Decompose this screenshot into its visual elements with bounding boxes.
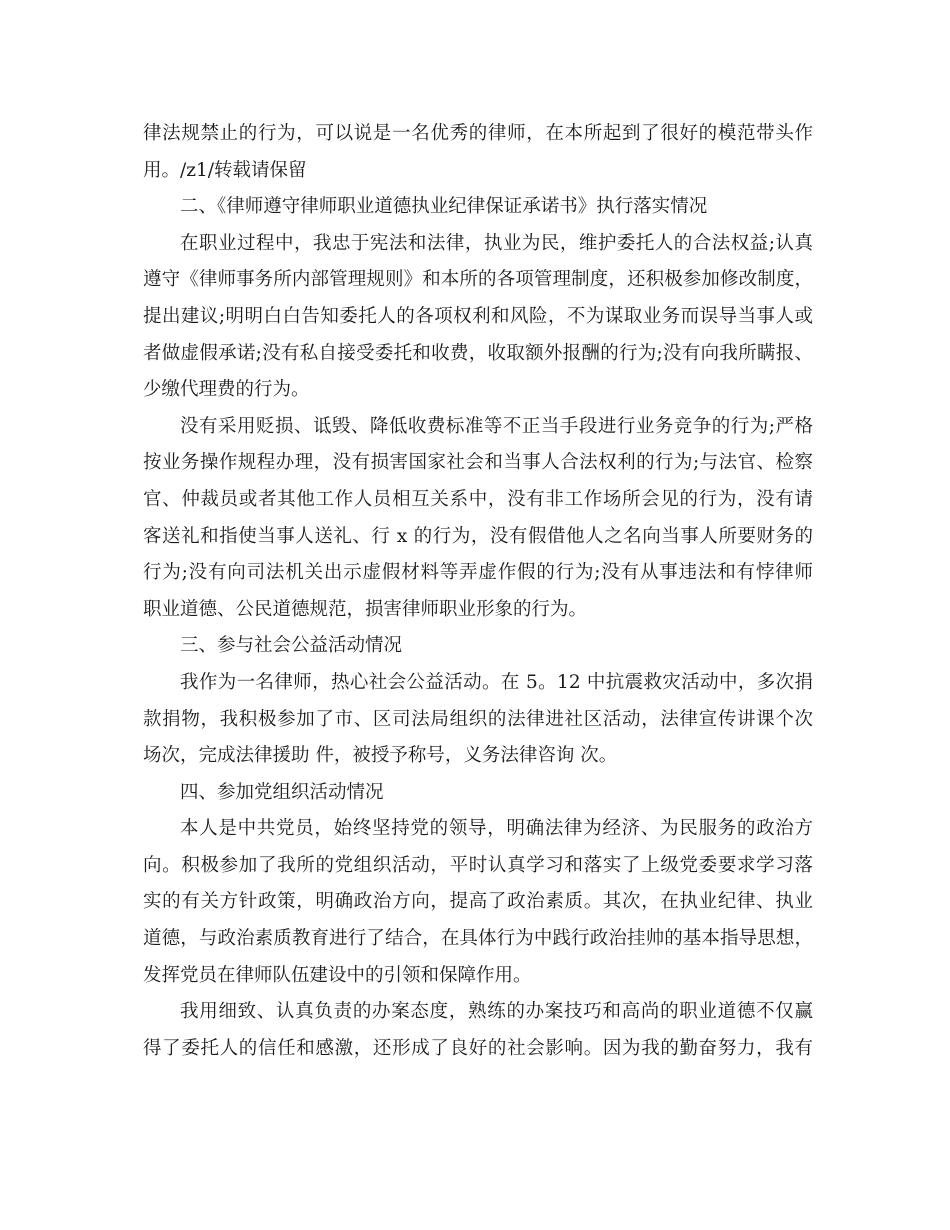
text-line: 提出建议;明明白白告知委托人的各项权利和风险，不为谋取业务而误导当事人或 [143,305,813,327]
text-line: 遵守《律师事务所内部管理规则》和本所的各项管理制度，还积极参加修改制度， [143,269,813,291]
text-line: 少缴代理费的行为。 [143,379,310,401]
text-line: 我用细致、认真负责的办案态度，熟练的办案技巧和高尚的职业道德不仅赢 [180,1001,813,1023]
text-line: 本人是中共党员，始终坚持党的领导，明确法律为经济、为民服务的政治方 [180,818,813,840]
text-line: 没有采用贬损、诋毁、降低收费标准等不正当手段进行业务竞争的行为;严格 [180,415,813,437]
text-line: 发挥党员在律师队伍建设中的引领和保障作用。 [143,964,532,986]
text-line: 款捐物，我积极参加了市、区司法局组织的法律进社区活动，法律宣传讲课个次 [143,708,813,730]
text-line: 职业道德、公民道德规范，损害律师职业形象的行为。 [143,598,588,620]
text-line: 律法规禁止的行为，可以说是一名优秀的律师，在本所起到了很好的模范带头作 [143,123,813,144]
section-heading: 四、参加党组织活动情况 [180,781,384,803]
text-line: 官、仲裁员或者其他工作人员相互关系中，没有非工作场所会见的行为，没有请 [143,488,813,510]
text-line: 用。/z1/转载请保留 [143,159,307,181]
document-body [143,116,813,1067]
text-line: 得了委托人的信任和感激，还形成了良好的社会影响。因为我的勤奋努力，我有 [143,1037,813,1059]
text-line: 者做虚假承诺;没有私自接受委托和收费，收取额外报酬的行为;没有向我所瞒报、 [143,342,813,364]
text-line: 我作为一名律师，热心社会公益活动。在 5。12 中抗震救灾活动中，多次捐 [180,671,813,693]
text-line: 按业务操作规程办理，没有损害国家社会和当事人合法权利的行为;与法官、检察 [143,452,813,474]
section-heading: 二、《律师遵守律师职业道德执业纪律保证承诺书》执行落实情况 [180,196,708,218]
text-line: 道德，与政治素质教育进行了结合，在具体行为中践行政治挂帅的基本指导思想， [143,928,813,950]
text-line: 行为;没有向司法机关出示虚假材料等弄虚作假的行为;没有从事违法和有悖律师 [143,562,813,584]
text-line: 场次，完成法律援助 件，被授予称号，义务法律咨询 次。 [143,745,618,767]
section-heading: 三、参与社会公益活动情况 [180,635,403,657]
text-line: 客送礼和指使当事人送礼、行 x 的行为，没有假借他人之名向当事人所要财务的 [143,525,813,547]
text-line: 向。积极参加了我所的党组织活动，平时认真学习和落实了上级党委要求学习落 [143,854,813,876]
text-line: 实的有关方针政策，明确政治方向，提高了政治素质。其次，在执业纪律、执业 [143,891,813,913]
text-line: 在职业过程中，我忠于宪法和法律，执业为民，维护委托人的合法权益;认真 [180,232,813,254]
